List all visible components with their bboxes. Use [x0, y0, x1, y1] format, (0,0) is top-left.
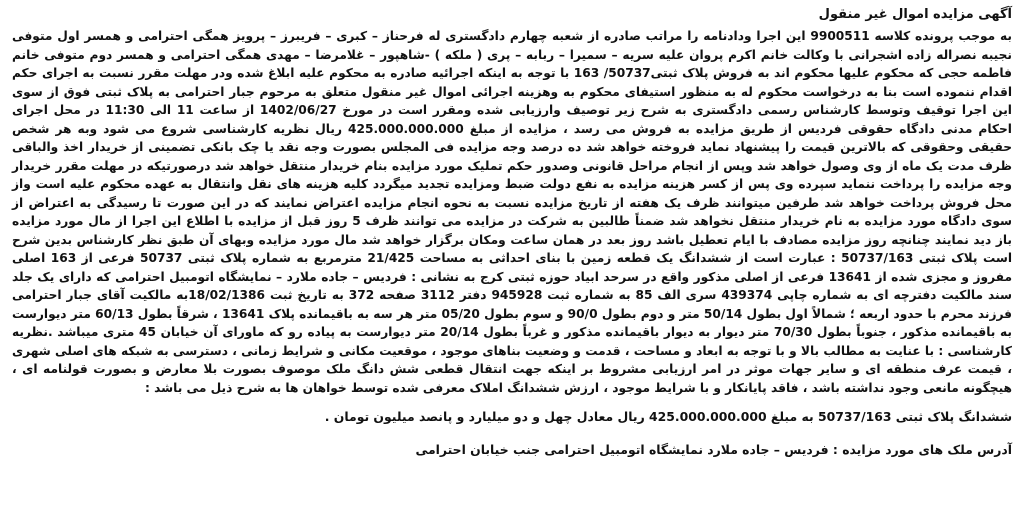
- notice-body-paragraph: به موجب پرونده کلاسه 9900511 این اجرا ودادنامه را مراتب صادره از شعبه چهارم دادگستری له فرحناز – کبری – فریبرز – پرویز همگی احترامی و همسر اول متوفی نجیبه نصراله زاده اشجرانی با وکالت خانم اکرم پروان علیه سریه – سمیرا – ربابه – پری ( ملکه ) -شاهپور – غلامرضا – مهدی همگی احترامی و همسر دوم متوفی خانم فاطمه حجی که محکوم علیها محکوم اند به فروش پلاک ثبتی50737/ 163 با توجه به اینکه اجرائیه صادره به محکوم علیه ابلاغ شده ودر مهلت مقرر نسبت به اجرای حکم اقدام ننموده است بنا به درخواست محکوم له به منظور استیفای محکوم به وهزینه اجرائی اموال غیر منقول متعلق به مرحوم جبار احترامی به پلاک ثبتی فوق از سوی این اجرا توقیف وتوسط کارشناس رسمی دادگستری به شرح زیر توصیف وارزیابی شده ومقرر است در مورخ 1402/06/27 از ساعت 11 الی 11:30 در محل اجرای احکام مدنی دادگاه حقوقی فردیس از طریق مزایده به فروش می رسد ، مزایده از مبلغ 425.000.000.000 ریال نظریه کارشناسی شروع می شود وبه هر شخص حقیقی وحقوقی که بالاترین قیمت را پیشنهاد نماید فروخته خواهد شد ده درصد وجه مزایده فی المجلس بصورت وجه نقد یا چک بانکی تضمینی از خریدار اخذ والباقی ظرف مدت یک ماه از وی وصول خواهد شد وپس از انجام مراحل قانونی وصدور حکم تملیک مورد مزایده بنام خریدار منتقل خواهد شد درصورتیکه در مهلت مقرر خریدار وجه مزایده را پرداخت ننماید سپرده وی پس از کسر هزینه مزایده به نفع دولت ضبط ومزایده تجدید میگردد کلیه هزینه های نقل وانتقال به عهده محکوم علیه است واز محل فروش پرداخت خواهد شد طرفین میتوانند ظرف یک هفته از تاریخ مزایده نسبت به نحوه انجام مزایده اعتراض نمایند که در این صورت تا رسیدگی به اعتراض از سوی دادگاه مورد مزایده به نام خریدار منتقل نخواهد شد ضمناً طالبین به شرکت در مزایده می توانند ظرف 5 روز قبل از مزایده با اطلاع این اجرا از مال مورد مزایده باز دید نمایند چنانچه روز مزایده مصادف با ایام تعطیل باشد روز بعد در همان ساعت ومکان برگزار خواهد شد مال مورد مزایده وبهای آن طبق نظر کارشناس بدین شرح است پلاک ثبتی 50737/163 : عبارت است از ششدانگ یک قطعه زمین با بنای احداثی به مساحت 21/425 مترمربع به شماره پلاک ثبتی 50737 فرعی از 163 اصلی مفروز و مجزی شده از 13641 فرعی از اصلی مذکور واقع در سرحد ابیاد حوزه ثبتی کرج به نشانی : فردیس – جاده ملارد – نمایشگاه اتومبیل احترامی که دارای یک جلد سند مالکیت دفترچه ای به شماره چاپی 439374 سری الف 85 به شماره ثبت 945928 دفتر 3112 صفحه 372 به تاریخ ثبت 18/02/1386به مالکیت آقای جبار احترامی فرزند محرم با حدود اربعه ؛ شمالاً اول بطول 50/14 متر و دوم بطول 90/0 و سوم بطول 05/20 متر هر سه به باقیمانده پلاک 13641 ، شرقاً بطول 60/13 متر دیوارست به باقیمانده مذکور ، جنوباً بطول 70/30 متر دیوار به دیوار باقیمانده مذکور و غرباً بطول 20/14 متر دیوارست به پیاده رو که ماورای آن خیابان 45 متری میباشد .نظریه کارشناسی : با عنایت به مطالب بالا و با توجه به ابعاد و مساحت ، قدمت و وضعیت بناهای موجود ، موقعیت مکانی و شرایط زمانی ، دسترسی به شبکه های اصلی شهری ، قیمت عرف منطقه ای و سایر جهات موثر در امر ارزیابی مشروط بر اینکه جهت انتقال قطعی شش دانگ ملک موصوف بصورت بلا معارض و بصورت قولنامه ای ، هیچگونه مانعی وجود نداشته باشد ، فاقد پایانکار و با شرایط موجود ، ارزش ششدانگ املاک معرفی شده توسط خواهان ها به شرح ذیل می باشد :: [12, 29, 1013, 395]
- property-value-summary: ششدانگ پلاک ثبتی 50737/163 به مبلغ 425.000.000.000 ریال معادل چهل و دو میلیارد و پانصد میلیون تومان .: [324, 409, 1012, 424]
- property-address: آدرس ملک های مورد مزایده : فردیس – جاده ملارد نمایشگاه اتومبیل احترامی جنب خیابان احترامی: [415, 442, 1012, 457]
- notice-title: آگهی مزایده اموال غیر منقول: [818, 7, 1012, 22]
